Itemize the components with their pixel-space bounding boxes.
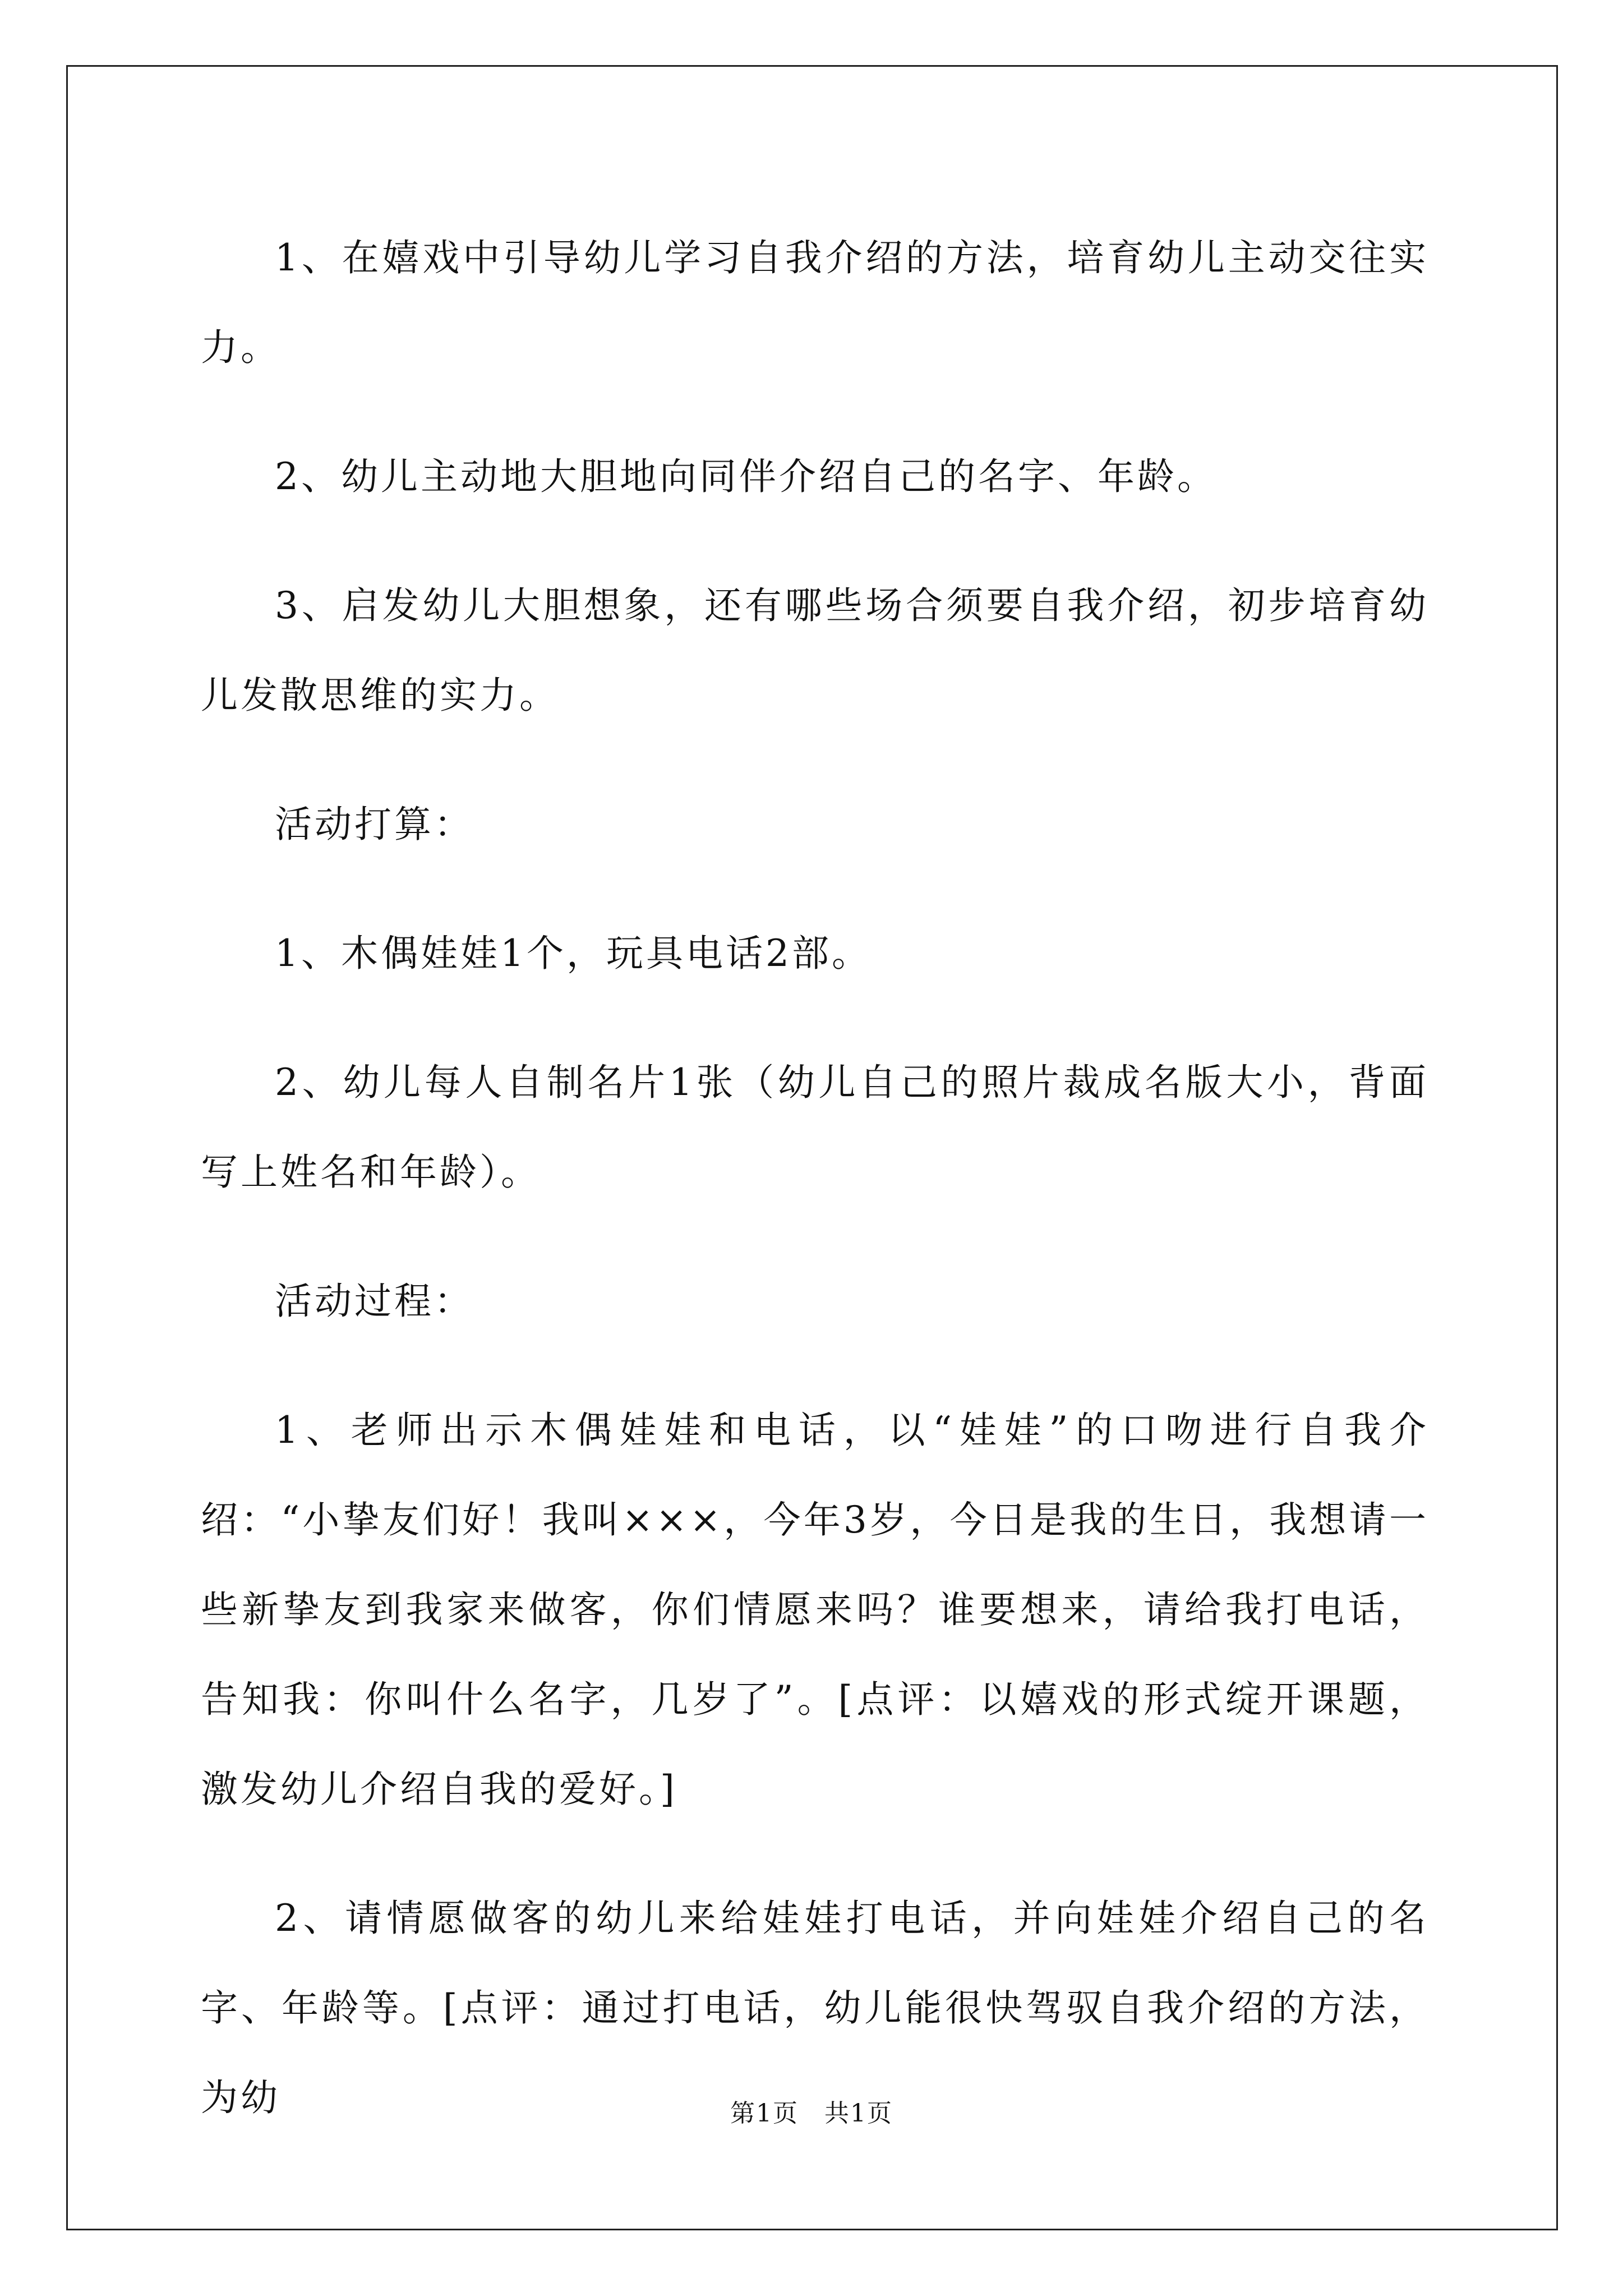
paragraph-process-1: 1、老师出示木偶娃娃和电话，以“娃娃”的口吻进行自我介绍：“小挚友们好！我叫×××，今年3岁，今日是我的生日，我想请一些新挚友到我家来做客，你们情愿来吗？谁要想来，请给我打电话，告知我：你叫什么名字，几岁了”。[点评：以嬉戏的形式绽开课题，激发幼儿介绍自我的爱好。] (201, 1409, 1429, 1811)
paragraph-process-2: 2、请情愿做客的幼儿来给娃娃打电话，并向娃娃介绍自己的名字、年龄等。[点评：通过打电话，幼儿能很快驾驭自我介绍的方法，为幼 (201, 1897, 1429, 2119)
document-body (201, 213, 1429, 2182)
paragraph-objective-2: 2、幼儿主动地大胆地向同伴介绍自己的名字、年龄。 (275, 455, 1217, 498)
paragraph-preparation-1: 1、木偶娃娃1个，玩具电话2部。 (275, 932, 872, 975)
section-heading-process: 活动过程： (275, 1280, 474, 1323)
paragraph-objective-1: 1、在嬉戏中引导幼儿学习自我介绍的方法，培育幼儿主动交往实力。 (201, 236, 1429, 369)
paragraph-preparation-2: 2、幼儿每人自制名片1张（幼儿自己的照片裁成名版大小，背面写上姓名和年龄）。 (201, 1061, 1429, 1194)
page-number-footer: 第1页 共1页 (730, 2099, 893, 2128)
paragraph-objective-3: 3、启发幼儿大胆想象，还有哪些场合须要自我介绍，初步培育幼儿发散思维的实力。 (201, 584, 1429, 717)
section-heading-preparation: 活动打算： (275, 803, 474, 846)
